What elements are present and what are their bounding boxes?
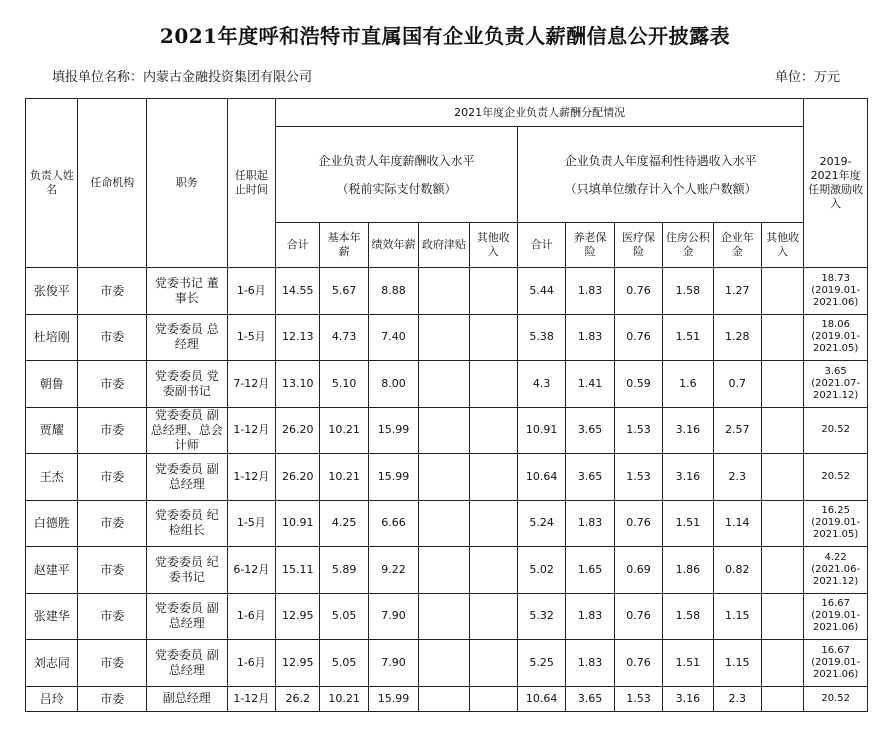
cell-medical: 0.76 bbox=[614, 268, 662, 315]
cell-welfare-other bbox=[761, 500, 803, 547]
header-welfare-col: 住房公积金 bbox=[663, 223, 713, 268]
header-salary-col: 基本年薪 bbox=[320, 223, 368, 268]
cell-position: 党委委员 纪检组长 bbox=[146, 500, 227, 547]
unit-label: 单位：万元 bbox=[774, 70, 840, 85]
cell-base-salary: 5.05 bbox=[320, 640, 368, 687]
cell-housing-fund: 1.51 bbox=[663, 640, 713, 687]
cell-position: 党委委员 纪委书记 bbox=[146, 547, 227, 594]
cell-incentive: 3.65 (2021.07-2021.12) bbox=[804, 361, 868, 408]
cell-incentive: 18.73 (2019.01-2021.06) bbox=[804, 268, 868, 315]
cell-base-salary: 5.05 bbox=[320, 593, 368, 640]
cell-performance-salary: 9.22 bbox=[368, 547, 418, 594]
cell-housing-fund: 1.58 bbox=[663, 268, 713, 315]
cell-org: 市委 bbox=[78, 314, 147, 361]
header-welfare-col: 其他收入 bbox=[761, 223, 803, 268]
cell-welfare-total: 5.44 bbox=[517, 268, 565, 315]
cell-gov-allowance bbox=[419, 268, 469, 315]
cell-welfare-other bbox=[761, 686, 803, 711]
cell-tenure: 7-12月 bbox=[227, 361, 275, 408]
cell-gov-allowance bbox=[419, 640, 469, 687]
cell-salary-total: 13.10 bbox=[276, 361, 320, 408]
cell-position: 党委委员 党委副书记 bbox=[146, 361, 227, 408]
cell-performance-salary: 15.99 bbox=[368, 407, 418, 454]
header-salary-col: 政府津贴 bbox=[419, 223, 469, 268]
cell-pension: 1.83 bbox=[566, 500, 614, 547]
cell-name: 吕玲 bbox=[26, 686, 78, 711]
salary-disclosure-table bbox=[25, 98, 868, 712]
cell-base-salary: 10.21 bbox=[320, 407, 368, 454]
reporting-unit: 填报单位名称：内蒙古金融投资集团有限公司 bbox=[52, 70, 313, 85]
header-salary-group bbox=[276, 127, 518, 223]
table-row bbox=[26, 640, 868, 687]
table-row bbox=[26, 686, 868, 711]
cell-welfare-other bbox=[761, 640, 803, 687]
cell-annuity: 1.14 bbox=[713, 500, 761, 547]
table-row bbox=[26, 407, 868, 454]
cell-tenure: 6-12月 bbox=[227, 547, 275, 594]
cell-org: 市委 bbox=[78, 500, 147, 547]
cell-annuity: 2.3 bbox=[713, 454, 761, 501]
cell-salary-total: 26.20 bbox=[276, 407, 320, 454]
cell-salary-total: 26.20 bbox=[276, 454, 320, 501]
cell-gov-allowance bbox=[419, 361, 469, 408]
cell-welfare-total: 5.25 bbox=[517, 640, 565, 687]
cell-base-salary: 10.21 bbox=[320, 454, 368, 501]
cell-incentive: 20.52 bbox=[804, 686, 868, 711]
cell-org: 市委 bbox=[78, 640, 147, 687]
cell-annuity: 1.15 bbox=[713, 640, 761, 687]
cell-welfare-other bbox=[761, 547, 803, 594]
cell-org: 市委 bbox=[78, 686, 147, 711]
cell-pension: 1.83 bbox=[566, 314, 614, 361]
cell-base-salary: 4.73 bbox=[320, 314, 368, 361]
cell-position: 党委委员 副总经理 bbox=[146, 454, 227, 501]
cell-performance-salary: 15.99 bbox=[368, 686, 418, 711]
cell-salary-other bbox=[469, 407, 517, 454]
cell-salary-other bbox=[469, 593, 517, 640]
cell-annuity: 2.57 bbox=[713, 407, 761, 454]
cell-housing-fund: 1.6 bbox=[663, 361, 713, 408]
cell-housing-fund: 3.16 bbox=[663, 407, 713, 454]
cell-annuity: 0.82 bbox=[713, 547, 761, 594]
cell-base-salary: 10.21 bbox=[320, 686, 368, 711]
cell-salary-other bbox=[469, 268, 517, 315]
cell-pension: 1.83 bbox=[566, 268, 614, 315]
page-title: 2021年度呼和浩特市直属国有企业负责人薪酬信息公开披露表 bbox=[159, 24, 731, 48]
table-row bbox=[26, 268, 868, 315]
table-row bbox=[26, 361, 868, 408]
header-welfare-group bbox=[517, 127, 803, 223]
cell-welfare-other bbox=[761, 454, 803, 501]
cell-medical: 0.69 bbox=[614, 547, 662, 594]
header-position: 职务 bbox=[146, 99, 227, 268]
table-row bbox=[26, 500, 868, 547]
cell-performance-salary: 8.00 bbox=[368, 361, 418, 408]
cell-housing-fund: 1.86 bbox=[663, 547, 713, 594]
cell-incentive: 16.67 (2019.01-2021.06) bbox=[804, 640, 868, 687]
cell-position: 党委委员 副总经理 bbox=[146, 593, 227, 640]
cell-name: 杜培刚 bbox=[26, 314, 78, 361]
cell-pension: 3.65 bbox=[566, 454, 614, 501]
cell-position: 副总经理 bbox=[146, 686, 227, 711]
cell-medical: 0.76 bbox=[614, 500, 662, 547]
cell-salary-other bbox=[469, 640, 517, 687]
cell-tenure: 1-6月 bbox=[227, 268, 275, 315]
cell-performance-salary: 7.90 bbox=[368, 593, 418, 640]
cell-gov-allowance bbox=[419, 407, 469, 454]
cell-welfare-total: 5.32 bbox=[517, 593, 565, 640]
cell-name: 王杰 bbox=[26, 454, 78, 501]
cell-pension: 1.83 bbox=[566, 640, 614, 687]
cell-tenure: 1-5月 bbox=[227, 314, 275, 361]
cell-base-salary: 5.89 bbox=[320, 547, 368, 594]
cell-incentive: 16.25 (2019.01-2021.05) bbox=[804, 500, 868, 547]
table-row bbox=[26, 593, 868, 640]
cell-welfare-other bbox=[761, 593, 803, 640]
cell-name: 贾耀 bbox=[26, 407, 78, 454]
cell-performance-salary: 8.88 bbox=[368, 268, 418, 315]
cell-salary-total: 12.13 bbox=[276, 314, 320, 361]
cell-salary-other bbox=[469, 686, 517, 711]
cell-welfare-other bbox=[761, 361, 803, 408]
cell-base-salary: 5.67 bbox=[320, 268, 368, 315]
cell-salary-other bbox=[469, 361, 517, 408]
table-row bbox=[26, 547, 868, 594]
cell-tenure: 1-6月 bbox=[227, 640, 275, 687]
cell-annuity: 1.15 bbox=[713, 593, 761, 640]
cell-tenure: 1-12月 bbox=[227, 686, 275, 711]
cell-salary-total: 12.95 bbox=[276, 593, 320, 640]
table-row bbox=[26, 454, 868, 501]
cell-org: 市委 bbox=[78, 454, 147, 501]
cell-welfare-other bbox=[761, 268, 803, 315]
cell-medical: 0.76 bbox=[614, 640, 662, 687]
cell-housing-fund: 1.51 bbox=[663, 314, 713, 361]
cell-pension: 3.65 bbox=[566, 686, 614, 711]
cell-welfare-total: 10.64 bbox=[517, 454, 565, 501]
cell-salary-total: 15.11 bbox=[276, 547, 320, 594]
cell-incentive: 20.52 bbox=[804, 407, 868, 454]
cell-welfare-other bbox=[761, 407, 803, 454]
cell-pension: 1.65 bbox=[566, 547, 614, 594]
cell-pension: 3.65 bbox=[566, 407, 614, 454]
header-welfare-col: 企业年金 bbox=[713, 223, 761, 268]
cell-welfare-other bbox=[761, 314, 803, 361]
cell-medical: 0.76 bbox=[614, 593, 662, 640]
cell-housing-fund: 1.58 bbox=[663, 593, 713, 640]
cell-gov-allowance bbox=[419, 314, 469, 361]
header-salary-col: 其他收入 bbox=[469, 223, 517, 268]
cell-incentive: 4.22 (2021.06-2021.12) bbox=[804, 547, 868, 594]
cell-position: 党委委员 总经理 bbox=[146, 314, 227, 361]
cell-housing-fund: 3.16 bbox=[663, 454, 713, 501]
cell-annuity: 2.3 bbox=[713, 686, 761, 711]
cell-tenure: 1-6月 bbox=[227, 593, 275, 640]
cell-tenure: 1-12月 bbox=[227, 454, 275, 501]
cell-salary-other bbox=[469, 314, 517, 361]
cell-incentive: 20.52 bbox=[804, 454, 868, 501]
header-tenure: 任职起止时间 bbox=[227, 99, 275, 268]
cell-welfare-total: 5.24 bbox=[517, 500, 565, 547]
cell-pension: 1.41 bbox=[566, 361, 614, 408]
cell-tenure: 1-12月 bbox=[227, 407, 275, 454]
cell-gov-allowance bbox=[419, 500, 469, 547]
cell-name: 张俊平 bbox=[26, 268, 78, 315]
cell-salary-other bbox=[469, 454, 517, 501]
welfare-group-title: 企业负责人年度福利性待遇收入水平 bbox=[564, 153, 757, 168]
cell-annuity: 1.28 bbox=[713, 314, 761, 361]
header-org: 任命机构 bbox=[78, 99, 147, 268]
cell-medical: 1.53 bbox=[614, 454, 662, 501]
cell-name: 张建华 bbox=[26, 593, 78, 640]
cell-welfare-total: 10.64 bbox=[517, 686, 565, 711]
cell-annuity: 1.27 bbox=[713, 268, 761, 315]
header-incentive: 2019-2021年度任期激励收入 bbox=[804, 99, 868, 268]
cell-position: 党委委员 副总经理 bbox=[146, 640, 227, 687]
header-welfare-col: 养老保险 bbox=[566, 223, 614, 268]
cell-name: 刘志同 bbox=[26, 640, 78, 687]
table-row bbox=[26, 314, 868, 361]
cell-base-salary: 4.25 bbox=[320, 500, 368, 547]
header-welfare-col: 医疗保险 bbox=[614, 223, 662, 268]
cell-performance-salary: 15.99 bbox=[368, 454, 418, 501]
cell-tenure: 1-5月 bbox=[227, 500, 275, 547]
cell-org: 市委 bbox=[78, 407, 147, 454]
cell-medical: 0.59 bbox=[614, 361, 662, 408]
header-name: 负责人姓名 bbox=[26, 99, 78, 268]
cell-base-salary: 5.10 bbox=[320, 361, 368, 408]
cell-salary-total: 14.55 bbox=[276, 268, 320, 315]
cell-medical: 0.76 bbox=[614, 314, 662, 361]
cell-gov-allowance bbox=[419, 686, 469, 711]
cell-incentive: 18.06 (2019.01-2021.05) bbox=[804, 314, 868, 361]
salary-group-note: （税前实际支付数额） bbox=[336, 181, 457, 196]
cell-position: 党委书记 董事长 bbox=[146, 268, 227, 315]
cell-welfare-total: 4.3 bbox=[517, 361, 565, 408]
cell-performance-salary: 7.90 bbox=[368, 640, 418, 687]
cell-welfare-total: 5.02 bbox=[517, 547, 565, 594]
cell-salary-other bbox=[469, 500, 517, 547]
cell-welfare-total: 5.38 bbox=[517, 314, 565, 361]
cell-salary-total: 10.91 bbox=[276, 500, 320, 547]
cell-position: 党委委员 副总经理、总会计师 bbox=[146, 407, 227, 454]
cell-salary-total: 26.2 bbox=[276, 686, 320, 711]
cell-performance-salary: 6.66 bbox=[368, 500, 418, 547]
header-distribution: 2021年度企业负责人薪酬分配情况 bbox=[276, 99, 804, 127]
cell-name: 赵建平 bbox=[26, 547, 78, 594]
header-welfare-col: 合计 bbox=[517, 223, 565, 268]
cell-performance-salary: 7.40 bbox=[368, 314, 418, 361]
cell-name: 白德胜 bbox=[26, 500, 78, 547]
header-salary-col: 合计 bbox=[276, 223, 320, 268]
cell-medical: 1.53 bbox=[614, 686, 662, 711]
cell-org: 市委 bbox=[78, 268, 147, 315]
cell-welfare-total: 10.91 bbox=[517, 407, 565, 454]
welfare-group-note: （只填单位缴存计入个人账户数额） bbox=[564, 181, 757, 196]
cell-name: 朝鲁 bbox=[26, 361, 78, 408]
cell-medical: 1.53 bbox=[614, 407, 662, 454]
cell-housing-fund: 1.51 bbox=[663, 500, 713, 547]
cell-annuity: 0.7 bbox=[713, 361, 761, 408]
cell-gov-allowance bbox=[419, 454, 469, 501]
cell-pension: 1.83 bbox=[566, 593, 614, 640]
cell-gov-allowance bbox=[419, 547, 469, 594]
cell-salary-total: 12.95 bbox=[276, 640, 320, 687]
cell-org: 市委 bbox=[78, 361, 147, 408]
cell-incentive: 16.67 (2019.01-2021.06) bbox=[804, 593, 868, 640]
cell-housing-fund: 3.16 bbox=[663, 686, 713, 711]
cell-gov-allowance bbox=[419, 593, 469, 640]
cell-org: 市委 bbox=[78, 547, 147, 594]
cell-salary-other bbox=[469, 547, 517, 594]
cell-org: 市委 bbox=[78, 593, 147, 640]
salary-group-title: 企业负责人年度薪酬收入水平 bbox=[318, 153, 475, 168]
header-salary-col: 绩效年薪 bbox=[368, 223, 418, 268]
